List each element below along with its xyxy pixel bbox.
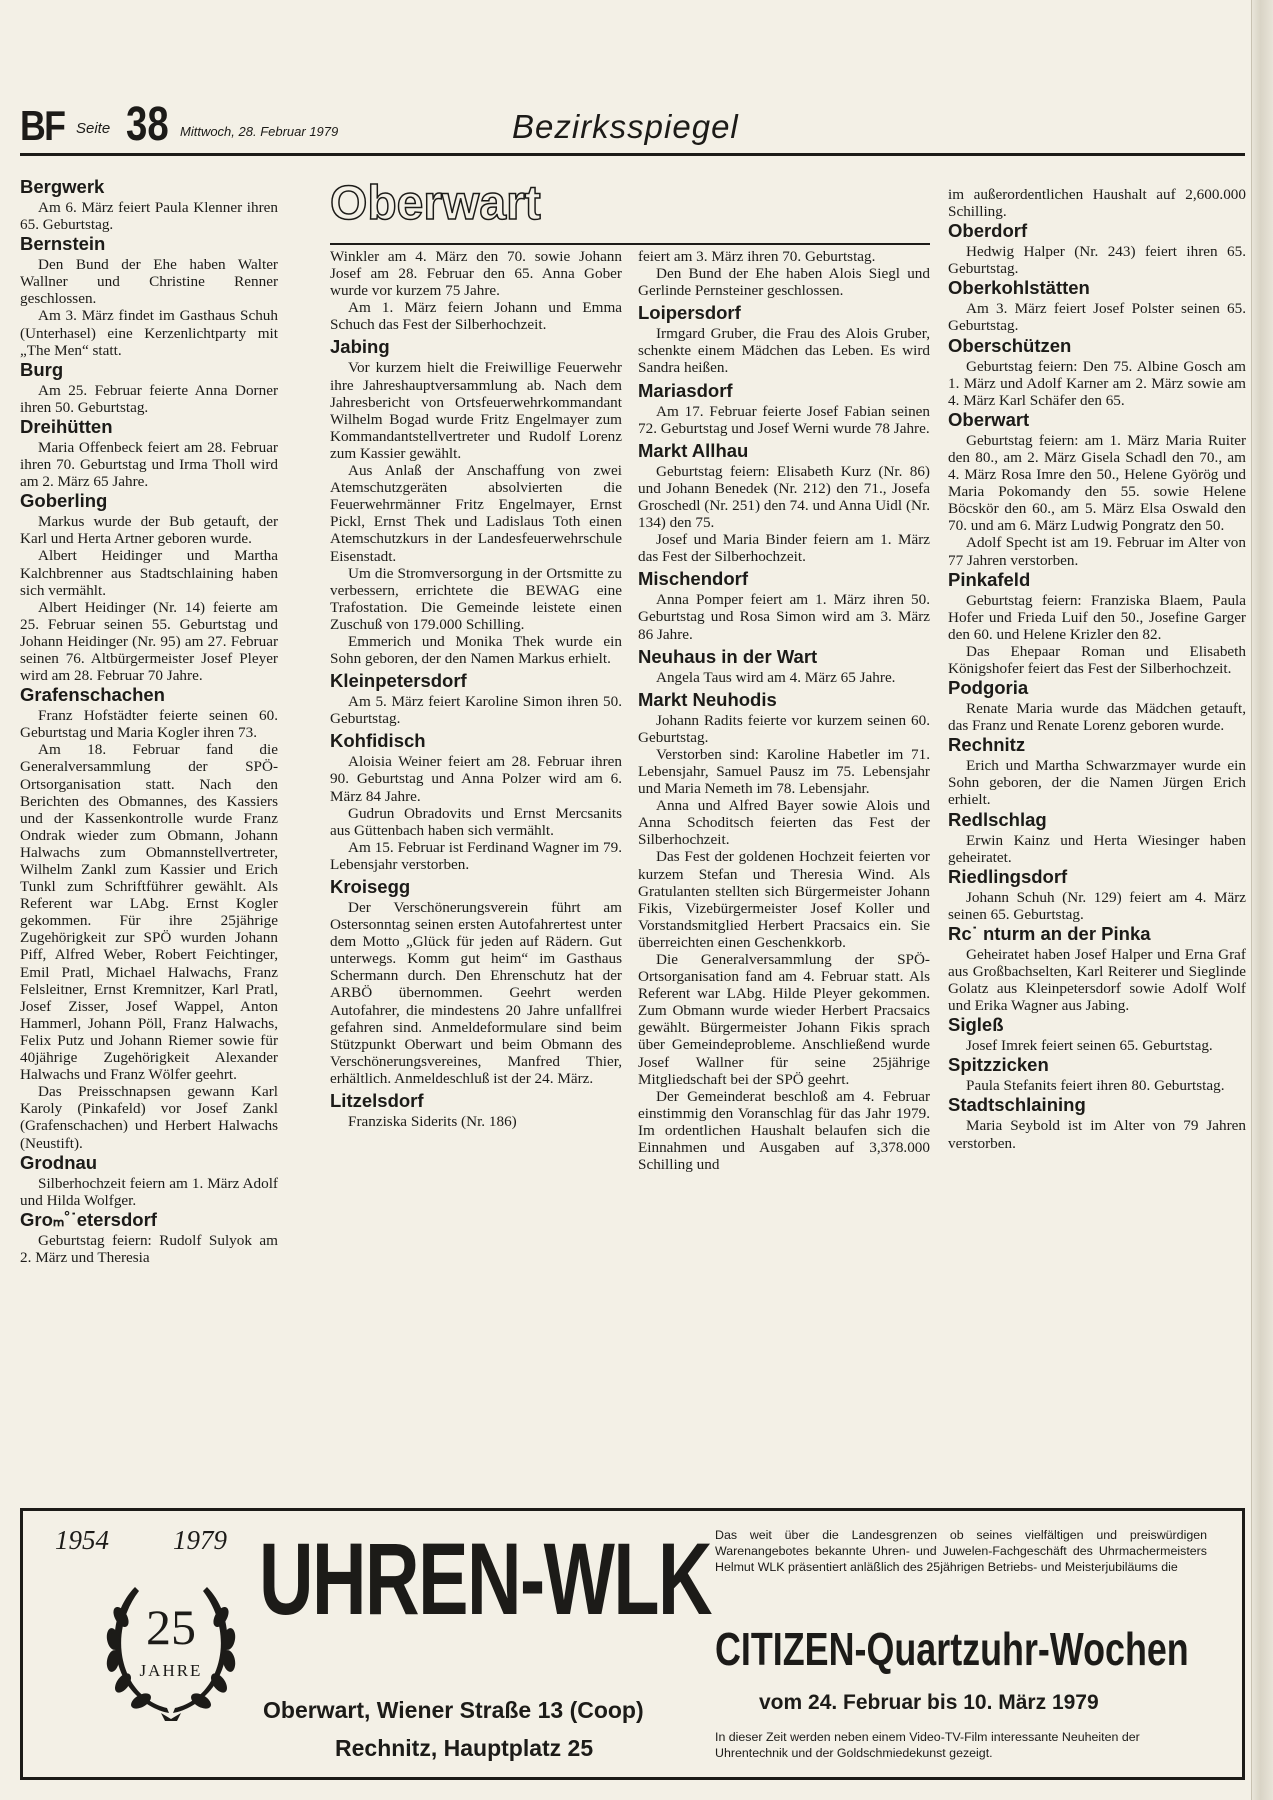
- news-item-paragraph: Hedwig Halper (Nr. 243) feiert ihren 65. Geburtstag.: [948, 243, 1246, 278]
- badge-number: 25: [146, 1599, 196, 1655]
- news-item: [948, 220, 1246, 277]
- ad-year-end: 1979: [173, 1525, 227, 1555]
- news-item-heading: Grafenschachen: [20, 684, 165, 706]
- district-banner-title: Oberwart: [330, 177, 541, 230]
- news-item-heading: Oberwart: [948, 408, 1030, 430]
- news-item-paragraph: Angela Taus wird am 4. März 65 Jahre.: [656, 668, 896, 686]
- news-item-paragraph: Winkler am 4. März den 70. sowie Johann Josef am 28. Februar den 65. Anna Gober wurde vor kurzem 75 Jahre.: [330, 248, 622, 300]
- masthead: [20, 100, 1245, 156]
- news-item-paragraph: Aloisia Weiner feiert am 28. Februar ihren 90. Geburtstag und Anna Polzer wird am 6. März 84 Jahre.: [330, 753, 622, 805]
- news-item: [330, 336, 622, 667]
- news-item-heading: Markt Neuhodis: [638, 688, 777, 710]
- news-item-paragraph: Silberhochzeit feiern am 1. März Adolf und Hilda Wolfger.: [20, 1174, 278, 1209]
- news-item: [948, 1014, 1246, 1054]
- seite-label: Seite: [76, 120, 111, 137]
- news-item-paragraph: Verstorben sind: Karoline Habetler im 71. Lebensjahr, Samuel Pausz im 75. Lebensjahr und Maria Nemeth im 78. Lebensjahr.: [638, 745, 930, 798]
- news-item-paragraph: Geheiratet haben Josef Halper und Erna Graf aus Großbachselten, Karl Reiterer und Sieglinde Golatz aus Kleinpetersdorf sowie Adolf Wolf und Erika Wagner aus Jabing.: [948, 945, 1246, 1015]
- news-item: [20, 359, 278, 416]
- news-item-paragraph: Maria Seybold ist im Alter von 79 Jahren verstorben.: [948, 1117, 1246, 1152]
- news-item: [948, 569, 1246, 677]
- news-item-paragraph: Um die Stromversorgung in der Ortsmitte zu verbessern, errichtete die BEWAG eine Trafostation. Die Gemeinde leistete einen Zuschuß von 179.000 Schilling.: [330, 564, 622, 633]
- news-item-paragraph: Johann Schuh (Nr. 129) feiert am 4. März seinen 65. Geburtstag.: [948, 888, 1246, 923]
- news-item-paragraph: Albert Heidinger und Martha Kalchbrenner aus Stadtschlaining haben sich vermählt.: [20, 547, 278, 599]
- news-column-1: [20, 176, 278, 1266]
- news-item: [948, 809, 1246, 866]
- news-column-2: [330, 248, 622, 1130]
- news-item: [330, 670, 622, 727]
- news-item-paragraph: Das Fest der goldenen Hochzeit feierten vor kurzem Stefan und Theresia Wind. Als Gratulanten stellten sich Bürgermeister Johann Fikis, Vizebürgermeister Josef Koller und Vorstandsmitglied Herbert Pracsaics ein. Sie überreichten einen Geschenkkorb.: [638, 848, 930, 951]
- bf-logo: BF: [20, 102, 65, 149]
- news-item-paragraph: Am 3. März feiert Josef Polster seinen 65. Geburtstag.: [948, 300, 1246, 335]
- news-item-heading: Burg: [20, 358, 64, 380]
- news-item: [330, 248, 622, 333]
- news-item: [20, 1209, 278, 1266]
- news-item-paragraph: Den Bund der Ehe haben Walter Wallner und Christine Renner geschlossen.: [20, 256, 278, 308]
- news-item-heading: Kleinpetersdorf: [330, 670, 467, 692]
- news-item-paragraph: Anna Pomper feiert am 1. März ihren 50. Geburtstag und Rosa Simon wird am 3. März 86 Jahre.: [638, 591, 930, 643]
- ad-year-start: 1954: [55, 1525, 109, 1555]
- news-item: [20, 176, 278, 233]
- news-item-paragraph: Am 15. Februar ist Ferdinand Wagner im 79. Lebensjahr verstorben.: [330, 838, 622, 873]
- news-item-heading: Neuhaus in der Wart: [638, 645, 818, 667]
- news-item-paragraph: Franziska Siderits (Nr. 186): [348, 1113, 517, 1131]
- news-item-heading: Pinkafeld: [948, 568, 1031, 590]
- news-item-paragraph: Aus Anlaß der Anschaffung von zwei Atemschutzgeräten absolvierten die Feuerwehrmänner Fritz Engelmayer, Ernst Pickl, Ernst Thek und Ladislaus Toth einen Atemschutzkurs in der Landesfeuerwehrschule Eisenstadt.: [330, 462, 622, 565]
- news-item: [948, 734, 1246, 808]
- news-item-paragraph: Johann Radits feierte vor kurzem seinen 60. Geburtstag.: [638, 711, 930, 746]
- news-item: [638, 248, 930, 299]
- badge-label: JAHRE: [139, 1661, 203, 1680]
- news-item-paragraph: Den Bund der Ehe haben Alois Siegl und Gerlinde Pernsteiner geschlossen.: [638, 265, 930, 300]
- news-item-heading: Dreihütten: [20, 415, 113, 437]
- news-item-heading: Rc˙ nturm an der Pinka: [948, 922, 1151, 944]
- news-item: [638, 646, 930, 686]
- news-item-heading: Riedlingsdorf: [948, 865, 1068, 887]
- news-item-paragraph: Gudrun Obradovits und Ernst Mercsanits aus Güttenbach haben sich vermählt.: [330, 804, 622, 839]
- anniversary-badge: [101, 1577, 241, 1721]
- ad-brand-name: UHREN-WLK: [259, 1522, 712, 1636]
- ad-footnote: In dieser Zeit werden neben einem Video-TV-Film interessante Neuheiten der Uhrentechnik und der Goldschmiedekunst gezeigt.: [715, 1730, 1140, 1760]
- news-item-paragraph: Geburtstag feiern: Den 75. Albine Gosch am 1. März und Adolf Karner am 2. März sowie am 4. März Karl Schäfer den 65.: [948, 357, 1246, 409]
- news-item-paragraph: Am 5. März feiert Karoline Simon ihren 50. Geburtstag.: [330, 693, 622, 728]
- news-item: [948, 186, 1246, 220]
- news-item-heading: Oberschützen: [948, 334, 1072, 356]
- news-item-paragraph: im außerordentlichen Haushalt auf 2,600.000 Schilling.: [948, 186, 1246, 221]
- news-item-heading: Groₘ˚˙etersdorf: [20, 1208, 157, 1230]
- news-item-heading: Markt Allhau: [638, 439, 749, 461]
- news-item-paragraph: Adolf Specht ist am 19. Februar im Alter von 77 Jahren verstorben.: [948, 534, 1246, 569]
- news-item-heading: Oberkohlstätten: [948, 277, 1090, 299]
- ad-promo-title: CITIZEN-Quartzuhr-Wochen: [715, 1623, 1189, 1675]
- news-item: [330, 1090, 622, 1130]
- news-item: [638, 302, 930, 376]
- news-item-paragraph: feiert am 3. März ihren 70. Geburtstag.: [638, 248, 876, 265]
- news-item: [948, 923, 1246, 1014]
- news-item-heading: Rechnitz: [948, 734, 1026, 756]
- news-item-paragraph: Emmerich und Monika Thek wurde ein Sohn geboren, der den Namen Markus erhielt.: [330, 632, 622, 668]
- news-item-paragraph: Geburtstag feiern: Franziska Blaem, Paula Hofer und Frieda Luif den 50., Josefine Garger den 60. und Helene Krizler den 82.: [948, 591, 1246, 643]
- news-item-paragraph: Das Preisschnapsen gewann Karl Karoly (Pinkafeld) vor Josef Zankl (Grafenschachen) und Herbert Halwachs (Neustift).: [20, 1083, 278, 1152]
- news-item-paragraph: Geburtstag feiern: Elisabeth Kurz (Nr. 86) und Johann Benedek (Nr. 212) den 71., Josefa Groschedl (Nr. 251) den 74. und Anna Uidl (Nr. 134) den 75.: [638, 462, 930, 532]
- news-item-heading: Spitzzicken: [948, 1054, 1049, 1076]
- news-item-paragraph: Die Generalversammlung der SPÖ-Ortsorganisation fand am 4. Februar statt. Als Referent war LAbg. Hilde Pleyer gekommen. Zum Obmann wurde wieder Herbert Pracsaics gewählt. Bürgermeister Johann Fikis sprach über Gemeindeprobleme. Anschließend wurde Josef Wallner für seine 25jährige Mitgliedschaft bei der SPÖ geehrt.: [638, 951, 930, 1088]
- ad-address-rechnitz: Rechnitz, Hauptplatz 25: [335, 1735, 594, 1761]
- news-item: [20, 233, 278, 359]
- ad-body-copy: Das weit über die Landesgrenzen ob seines vielfältigen und preiswürdigen Warenangebotes bekannte Uhren- und Juwelen-Fachgeschäft des Uhrmachermeisters Helmut WLK präsentiert anläßlich des 25jährigen Betriebs- und Meisterjubiläums die: [715, 1528, 1207, 1574]
- news-item: [948, 866, 1246, 923]
- news-item-paragraph: Irmgard Gruber, die Frau des Alois Gruber, schenkte einem Mädchen das Leben. Es wird Sandra heißen.: [638, 325, 930, 377]
- news-item: [948, 677, 1246, 734]
- news-item-paragraph: Anna und Alfred Bayer sowie Alois und Anna Schoditsch feierten das Fest der Silberhochzeit.: [638, 797, 930, 849]
- news-item: [638, 568, 930, 642]
- news-item: [330, 730, 622, 873]
- news-item-paragraph: Geburtstag feiern: am 1. März Maria Ruiter den 80., am 2. März Gisela Schadl den 70., am 4. März Rosa Imre den 50., Helene Györög und Maria Pokomandy den 55. sowie Helene Böcskör den 60., am 5. März Elsa Oswald den 70. und am 6. März Ludwig Pongratz den 50.: [948, 431, 1246, 535]
- news-item: [948, 1054, 1246, 1094]
- news-item-paragraph: Am 18. Februar fand die Generalversammlung der SPÖ-Ortsorganisation statt. Nach den Berichten des Obmannes, des Kassiers und der Kassenkontrolle wurde Franz Ondrak wieder zum Obmann, Johann Halwachs zum Obmannstellvertreter, Wilhelm Zankl zum Kassier und Erich Tunkl zum Schriftführer gewählt. Als Referent war LAbg. Ernst Kogler gekommen. Für ihre 25jährige Zugehörigkeit zur SPÖ wurden Johann Piff, Alfred Weber, Robert Feichtinger, Emil Pratl, Michael Halwachs, Franz Felsleitner, Ernst Kremnitzer, Karl Pratl, Josef Zisser, Josef Wappel, Anton Hammerl, Johann Pöll, Franz Halwachs, Felix Putz und Johann Riemer sowie für 40jährige Zugehörigkeit Alexander Halwachs und Franz Wölfer geehrt.: [20, 741, 278, 1084]
- news-item: [948, 1094, 1246, 1151]
- news-item-heading: Bergwerk: [20, 176, 105, 197]
- news-item: [948, 277, 1246, 334]
- news-item-paragraph: Josef Imrek feiert seinen 65. Geburtstag.: [966, 1037, 1213, 1055]
- news-item-paragraph: Renate Maria wurde das Mädchen getauft, das Franz und Renate Lorenz geboren wurde.: [948, 700, 1246, 735]
- news-item-heading: Bernstein: [20, 233, 106, 255]
- news-item-paragraph: Am 25. Februar feierte Anna Dorner ihren 50. Geburtstag.: [20, 381, 278, 416]
- advertisement: [20, 1508, 1245, 1780]
- news-item-paragraph: Paula Stefanits feiert ihren 80. Geburtstag.: [966, 1077, 1225, 1095]
- news-item: [20, 684, 278, 1151]
- news-item-heading: Grodnau: [20, 1151, 98, 1173]
- news-item-paragraph: Erich und Martha Schwarzmayer wurde ein Sohn geboren, der die Namen Jürgen Erich erhielt.: [948, 757, 1246, 809]
- news-item: [638, 689, 930, 1174]
- news-item-paragraph: Geburtstag feiern: Rudolf Sulyok am 2. März und Theresia: [20, 1231, 278, 1266]
- news-item: [20, 490, 278, 684]
- section-title: Bezirksspiegel: [512, 108, 739, 145]
- news-item-heading: Goberling: [20, 490, 108, 512]
- news-item: [20, 1152, 278, 1209]
- news-column-4: [948, 186, 1246, 1152]
- news-item-paragraph: Der Gemeinderat beschloß am 4. Februar einstimmig den Voranschlag für das Jahr 1979. Im ordentlichen Haushalt belaufen sich die Einnahmen und Ausgaben auf 3,378.000 Schilling und: [638, 1087, 930, 1174]
- news-item-paragraph: Vor kurzem hielt die Freiwillige Feuerwehr ihre Jahreshauptversammlung ab. Nach dem Jahresbericht von Ortsfeuerwehrkommandant Wilhelm Bogad wurde Fritz Engelmayer zum Kommandantstellvertreter und Rudolf Lorenz zum Kassier gewählt.: [330, 359, 622, 462]
- news-item-heading: Kohfidisch: [330, 730, 426, 752]
- news-item-paragraph: Franz Hofstädter feierte seinen 60. Geburtstag und Maria Kogler ihren 73.: [20, 707, 278, 742]
- news-item-heading: Kroisegg: [330, 876, 411, 897]
- news-item: [330, 876, 622, 1087]
- ad-promo-dates: vom 24. Februar bis 10. März 1979: [759, 1691, 1099, 1714]
- news-item-heading: Loipersdorf: [638, 302, 741, 324]
- news-item-paragraph: Erwin Kainz und Herta Wiesinger haben geheiratet.: [948, 831, 1246, 866]
- news-item-paragraph: Am 1. März feiern Johann und Emma Schuch das Fest der Silberhochzeit.: [330, 299, 622, 334]
- news-item-heading: Redlschlag: [948, 808, 1047, 830]
- district-banner-rule: [330, 243, 930, 245]
- news-item-heading: Stadtschlaining: [948, 1094, 1086, 1116]
- news-item-heading: Mischendorf: [638, 568, 748, 590]
- news-item-paragraph: Albert Heidinger (Nr. 14) feierte am 25. Februar seinen 55. Geburtstag und Johann Heidinger (Nr. 95) am 27. Februar seinen 76. Altbürgermeister Josef Pleyer wird am 28. Februar 70 Jahre.: [20, 598, 278, 685]
- news-item-heading: Jabing: [330, 336, 390, 358]
- news-item-heading: Sigleß: [948, 1014, 1004, 1036]
- page-binding-edge: [1251, 0, 1273, 1800]
- news-item: [948, 409, 1246, 569]
- news-item: [20, 416, 278, 490]
- news-item-paragraph: Maria Offenbeck feiert am 28. Februar ihren 70. Geburtstag und Irma Tholl wird am 2. März 65 Jahre.: [20, 438, 278, 491]
- news-item: [638, 380, 930, 437]
- news-item-paragraph: Am 17. Februar feierte Josef Fabian seinen 72. Geburtstag und Josef Werni wurde 78 Jahre.: [638, 402, 930, 437]
- news-item-heading: Litzelsdorf: [330, 1090, 424, 1112]
- news-item-heading: Mariasdorf: [638, 379, 733, 401]
- news-item-paragraph: Am 6. März feiert Paula Klenner ihren 65. Geburtstag.: [20, 199, 278, 234]
- news-item-paragraph: Am 3. März findet im Gasthaus Schuh (Unterhasel) eine Kerzenlichtparty mit „The Men“ statt.: [20, 307, 278, 359]
- news-item: [948, 335, 1246, 409]
- news-item-paragraph: Der Verschönerungsverein führt am Ostersonntag seinen ersten Autofahrertest unter dem Motto „Glück für jeden auf Rädern. Gut unterwegs. Komm gut heim“ im Gasthaus Schermann durch. Den Ehrenschutz hat der ARBÖ übernommen. Geehrt werden Autofahrer, die mindestens 20 Jahre unfallfrei gefahren sind. Anmeldeformulare sind beim Stützpunkt Oberwart und beim Obmann des Verschönerungsvereines, Manfred Thier, erhältlich. Anmeldeschluß ist der 24. März.: [330, 899, 622, 1087]
- news-item-paragraph: Josef und Maria Binder feiern am 1. März das Fest der Silberhochzeit.: [638, 531, 930, 566]
- news-item-paragraph: Markus wurde der Bub getauft, der Karl und Herta Artner geboren wurde.: [20, 513, 278, 548]
- district-banner: [330, 176, 930, 246]
- issue-date: Mittwoch, 28. Februar 1979: [180, 124, 339, 139]
- news-item-heading: Oberdorf: [948, 220, 1028, 242]
- news-column-3: [638, 248, 930, 1173]
- news-item: [638, 440, 930, 566]
- news-item-heading: Podgoria: [948, 677, 1029, 699]
- page-number: 38: [126, 98, 169, 151]
- ad-address-oberwart: Oberwart, Wiener Straße 13 (Coop): [263, 1697, 644, 1723]
- news-item-paragraph: Das Ehepaar Roman und Elisabeth Königshofer feiert das Fest der Silberhochzeit.: [948, 642, 1246, 677]
